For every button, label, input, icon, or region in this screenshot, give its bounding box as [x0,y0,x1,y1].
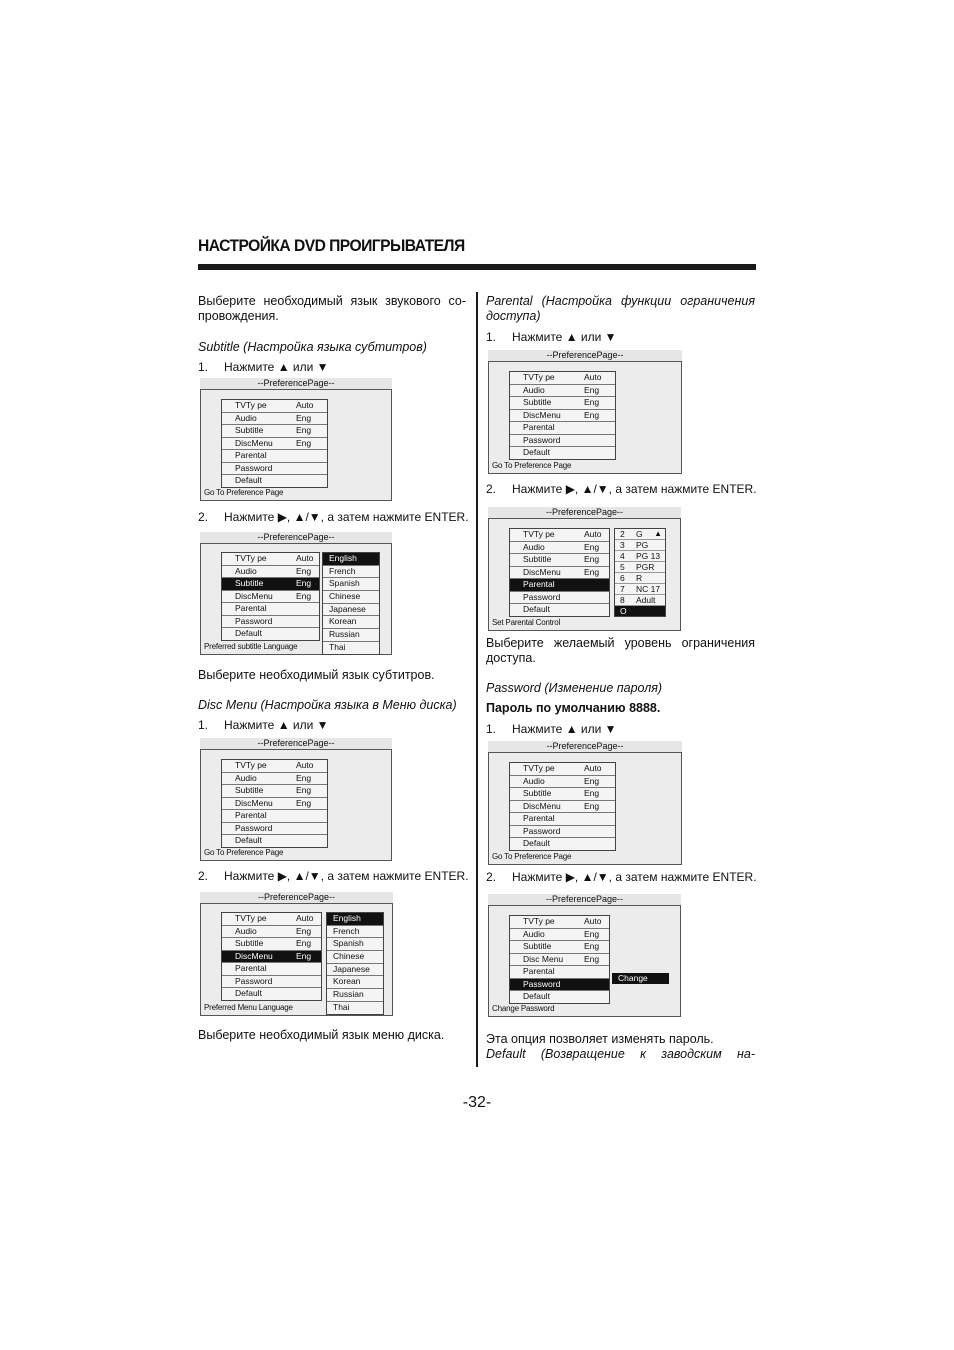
menu-item-value: Eng [296,925,312,936]
menu-item [222,798,327,811]
menu-item-value: Eng [584,800,600,811]
disc-step1 [198,718,468,732]
rating-label: PG 13 [636,551,661,561]
step-number: 1. [486,330,497,344]
language-option: Korean [323,616,379,629]
rating-label: PG [636,540,649,550]
page-title: НАСТРОЙКА DVD ПРОИГРЫВАТЕЛЯ [198,236,465,255]
menu-item-value: Eng [296,437,312,448]
menu-item-label: Password [235,975,273,986]
preference-menu [509,915,610,1004]
menu-item [510,966,609,979]
menu-item [222,413,327,426]
menu-item [222,438,327,451]
rating-level: 6 [620,573,625,583]
preference-menu [509,528,610,617]
screen-footer: Go To Preference Page [204,488,284,497]
menu-item [222,988,321,1000]
menu-item-label: Parental [235,450,267,460]
menu-item-value: Eng [296,797,312,808]
menu-item [222,926,321,939]
rating-option [615,595,665,606]
menu-item-value: Eng [584,928,600,939]
menu-item [510,929,609,942]
menu-item-label: Disc Menu [523,953,564,964]
menu-item-value: Eng [584,953,600,964]
screen-panel [488,905,681,1017]
menu-item-label: Subtitle [235,425,264,435]
language-option: Japanese [323,604,379,617]
subtitle-note: Выберите необходимый язык субтитров. [198,668,435,682]
menu-item-label: DiscMenu [235,797,273,808]
rating-option [615,584,665,595]
subtitle-screen-1 [200,378,392,501]
subtitle-step2 [198,510,468,524]
step-text: Нажмите ▲ или ▼ [512,330,617,344]
step-text: Нажмите ▶, ▲/▼, а затем нажмите ENTER. [224,869,469,883]
menu-item [510,604,609,616]
menu-item [222,628,319,640]
password-step1 [486,722,756,736]
rating-option [615,573,665,584]
menu-item-label: Default [523,604,550,614]
menu-item-label: Audio [523,541,545,552]
menu-item-value: Eng [296,938,312,948]
menu-item-label: DiscMenu [235,950,273,961]
preference-menu [221,912,322,1001]
rating-option [615,551,665,562]
preference-menu [221,399,328,488]
screen-footer: Set Parental Control [492,618,561,627]
parental-screen-1 [488,350,682,474]
screen-header: --PreferencePage-- [488,350,682,361]
screen-footer: Change Password [492,1004,555,1013]
menu-item [510,788,615,801]
rating-level: O [620,606,627,616]
menu-item [510,826,615,839]
menu-item-label: Audio [235,565,257,576]
menu-item-value: Auto [296,760,314,770]
page-number: -32- [462,1094,492,1111]
menu-item [222,578,319,591]
menu-item-value: Eng [584,541,600,552]
menu-item-label: Password [523,825,561,836]
preference-menu [509,762,616,851]
rating-option [615,529,665,540]
intro-line2: провождения. [198,309,279,323]
menu-item-label: Subtitle [523,941,552,951]
disc-screen-1 [200,738,392,861]
menu-item-label: Subtitle [523,554,552,564]
rating-level: 4 [620,551,625,561]
menu-item-label: Default [523,447,550,457]
screen-header: --PreferencePage-- [488,894,681,905]
menu-item-value: Eng [296,565,312,576]
column-divider [476,292,478,1067]
step-text: Нажмите ▶, ▲/▼, а затем нажмите ENTER. [224,510,469,524]
rating-label: R [636,573,643,583]
password-screen-2 [488,894,681,1017]
menu-item-value: Auto [296,913,314,923]
language-option: English [327,913,383,926]
language-option: Japanese [327,964,383,977]
menu-item [222,475,327,487]
menu-item-label: Default [235,628,262,638]
menu-item-label: Parental [523,966,555,976]
menu-item [510,529,609,542]
screen-header: --PreferencePage-- [200,378,392,389]
menu-item [222,823,327,836]
menu-item-label: Subtitle [235,938,264,948]
menu-item-label: Password [523,978,561,989]
menu-item [510,813,615,826]
menu-item-value: Eng [584,554,600,564]
menu-item-value: Eng [584,397,600,407]
screen-panel [488,752,682,865]
menu-item-label: Parental [235,810,267,820]
language-option: Russian [327,989,383,1002]
menu-item [222,951,321,964]
language-option: Thai [329,641,346,652]
menu-item [510,567,609,580]
menu-item-label: DiscMenu [523,409,561,420]
menu-item [510,447,615,459]
menu-item-label: TVTy pe [523,916,555,926]
menu-item-label: TVTy pe [523,529,555,539]
parental-heading-line1: Parental (Настройка функции ограничения [486,294,755,308]
menu-item [510,397,615,410]
intro-line1: Выберите необходимый язык звукового со- [198,294,466,308]
menu-item-label: Audio [523,775,545,786]
menu-item-label: Password [523,434,561,445]
step-number: 2. [198,869,209,883]
menu-item-value: Eng [296,772,312,783]
step-number: 2. [198,510,209,524]
menu-item-label: Password [235,822,273,833]
menu-item-label: Password [235,462,273,473]
rating-level: 5 [620,562,625,572]
menu-item [510,763,615,776]
menu-item [510,410,615,423]
menu-item-label: TVTy pe [523,763,555,773]
parental-step2 [486,482,756,496]
preference-menu [221,759,328,848]
screen-panel [488,361,682,474]
screen-footer: Preferred Menu Language [204,1003,293,1012]
screen-header: --PreferencePage-- [488,741,682,752]
menu-item-value: Auto [296,553,314,563]
menu-item-label: Subtitle [235,578,264,588]
menu-item-label: DiscMenu [523,566,561,577]
parental-step1 [486,330,756,344]
menu-item-label: TVTy pe [523,372,555,382]
menu-item-label: Subtitle [523,788,552,798]
menu-item-label: Audio [235,772,257,783]
disc-step2 [198,869,468,883]
disc-screen-2 [200,892,393,1016]
menu-item-value: Eng [584,788,600,798]
menu-item [510,776,615,789]
screen-panel [200,543,392,655]
menu-item-label: TVTy pe [235,913,267,923]
menu-item [510,435,615,448]
screen-panel [200,389,392,501]
menu-item [510,979,609,992]
menu-item-label: Password [523,591,561,602]
step-text: Нажмите ▲ или ▼ [224,360,329,374]
screen-footer: Go To Preference Page [492,852,572,861]
rating-label: NC 17 [636,584,661,594]
menu-item-value: Eng [584,409,600,420]
rating-level: 3 [620,540,625,550]
menu-item-label: Default [523,991,550,1001]
menu-item-label: Audio [523,384,545,395]
menu-item [510,801,615,814]
rating-level: 7 [620,584,625,594]
language-option: Russian [323,629,379,642]
menu-item-value: Eng [296,412,312,423]
disc-note: Выберите необходимый язык меню диска. [198,1028,445,1042]
menu-item-label: TVTy pe [235,760,267,770]
rating-option [615,562,665,573]
password-heading: Password (Изменение пароля) [486,681,663,695]
subtitle-heading: Subtitle (Настройка языка субтитров) [198,340,427,354]
rating-list [614,528,666,617]
language-option: Spanish [323,578,379,591]
preference-menu [221,552,320,641]
menu-item [222,450,327,463]
menu-item [222,913,321,926]
menu-item-label: Default [235,988,262,998]
screen-header: --PreferencePage-- [200,738,392,749]
menu-item-value: Eng [296,425,312,435]
password-screen-1 [488,741,682,865]
language-option: English [323,553,379,566]
menu-item [222,835,327,847]
menu-item-label: Audio [235,412,257,423]
step-number: 1. [486,722,497,736]
rating-option [615,540,665,551]
menu-item [222,785,327,798]
menu-item [222,976,321,989]
step-number: 1. [198,360,209,374]
parental-heading-line2: доступа) [486,309,541,323]
menu-item-label: Subtitle [523,397,552,407]
menu-item-value: Auto [296,400,314,410]
menu-item-label: DiscMenu [523,800,561,811]
menu-item-value: Eng [584,566,600,577]
language-submenu [322,552,380,655]
menu-item-label: TVTy pe [235,400,267,410]
preference-menu [509,371,616,460]
step-text: Нажмите ▶, ▲/▼, а затем нажмите ENTER. [512,870,757,884]
menu-item [222,603,319,616]
menu-item [222,760,327,773]
language-option: Chinese [323,591,379,604]
language-option: Chinese [327,951,383,964]
screen-header: --PreferencePage-- [200,532,392,543]
menu-item [510,554,609,567]
menu-item-label: DiscMenu [235,437,273,448]
scroll-up-icon: ▲ [654,529,662,538]
menu-item-value: Eng [296,590,312,601]
step-number: 2. [486,870,497,884]
change-note: Эта опция позволяет изменять пароль. [486,1032,714,1046]
menu-item-label: Password [235,615,273,626]
menu-item [510,991,609,1003]
rating-level: 2 [620,529,625,539]
menu-item-label: Audio [235,925,257,936]
menu-item-label: Parental [235,603,267,613]
rating-level: 8 [620,595,625,605]
menu-item-value: Eng [296,950,312,961]
rating-label: G [636,529,643,539]
menu-item-label: Parental [235,963,267,973]
menu-item [510,372,615,385]
menu-item-label: Parental [523,422,555,432]
menu-item [510,838,615,850]
menu-item [510,579,609,592]
menu-item-value: Auto [584,763,602,773]
parental-screen-2 [488,507,681,631]
screen-header: --PreferencePage-- [200,892,393,903]
language-option: Thai [333,1001,350,1012]
language-submenu [326,912,384,1015]
menu-item [510,916,609,929]
menu-item-value: Auto [584,916,602,926]
menu-item [222,566,319,579]
subtitle-step1 [198,360,468,374]
disc-menu-heading: Disc Menu (Настройка языка в Меню диска) [198,698,457,712]
menu-item [510,542,609,555]
rating-option [615,606,665,616]
screen-panel [200,903,393,1016]
menu-item [222,616,319,629]
step-number: 1. [198,718,209,732]
password-step2 [486,870,756,884]
menu-item [222,963,321,976]
language-option: French [323,566,379,579]
menu-item-value: Auto [584,529,602,539]
menu-item-label: Subtitle [235,785,264,795]
language-option: Spanish [327,938,383,951]
rating-note-line2: доступа. [486,651,536,665]
menu-item [222,553,319,566]
title-rule [198,264,756,270]
default-line1: Default (Возвращение к заводским на- [486,1047,755,1061]
screen-header: --PreferencePage-- [488,507,681,518]
step-text: Нажмите ▲ или ▼ [512,722,617,736]
language-option: Korean [327,976,383,989]
screen-footer: Preferred subtitle Language [204,642,298,651]
screen-panel [200,749,392,861]
menu-item-label: DiscMenu [235,590,273,601]
password-default: Пароль по умолчанию 8888. [486,701,661,715]
menu-item-label: Parental [523,813,555,823]
change-option: Change [612,973,669,984]
menu-item-value: Eng [584,775,600,786]
menu-item-value: Eng [296,578,312,588]
menu-item [222,591,319,604]
menu-item [222,463,327,476]
step-number: 2. [486,482,497,496]
language-option: French [327,926,383,939]
menu-item [510,592,609,605]
menu-item-value: Auto [584,372,602,382]
step-text: Нажмите ▲ или ▼ [224,718,329,732]
rating-label: Adult [636,595,656,605]
menu-item-label: Default [523,838,550,848]
menu-item [510,941,609,954]
rating-label: PGR [636,562,655,572]
menu-item-label: TVTy pe [235,553,267,563]
menu-item [222,810,327,823]
subtitle-screen-2 [200,532,392,655]
screen-footer: Go To Preference Page [492,461,572,470]
menu-item-value: Eng [584,941,600,951]
menu-item [222,938,321,951]
menu-item-value: Eng [584,384,600,395]
menu-item [222,773,327,786]
menu-item-value: Eng [296,785,312,795]
screen-panel [488,518,681,631]
menu-item [222,425,327,438]
menu-item-label: Parental [523,579,555,589]
rating-note-line1: Выберите желаемый уровень ограничения [486,636,755,650]
menu-item [510,954,609,967]
menu-item [510,385,615,398]
step-text: Нажмите ▶, ▲/▼, а затем нажмите ENTER. [512,482,757,496]
menu-item-label: Audio [523,928,545,939]
screen-footer: Go To Preference Page [204,848,284,857]
menu-item-label: Default [235,475,262,485]
menu-item [510,422,615,435]
menu-item-label: Default [235,835,262,845]
menu-item [222,400,327,413]
